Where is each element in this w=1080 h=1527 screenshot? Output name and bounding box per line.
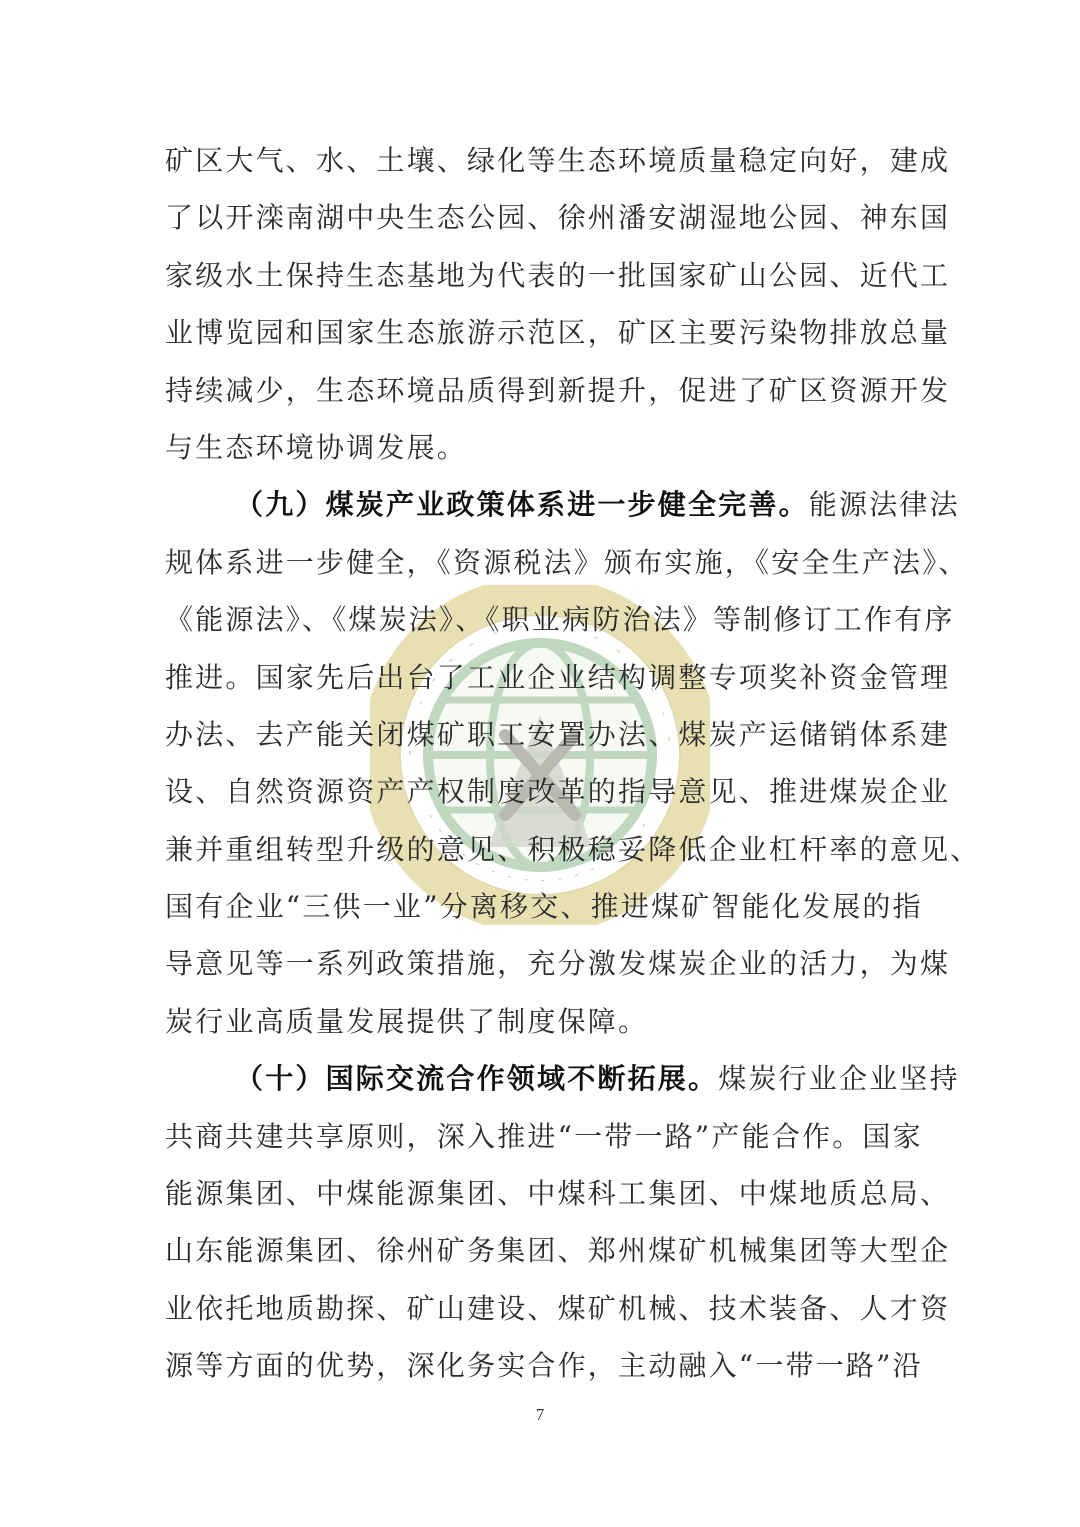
text-line-3: [165, 247, 951, 304]
line-text: 矿区大气、水、土壤、绿化等生态环境质量稳定向好，建成: [165, 144, 951, 177]
text-line-1: [165, 132, 951, 189]
line-text: 业依托地质勘探、矿山建设、煤矿机械、技术装备、人才资: [165, 1291, 951, 1325]
text-line-9: [165, 591, 955, 648]
text-line-6: [165, 419, 925, 476]
text-line-14: [165, 878, 925, 935]
text-line-22: [165, 1337, 925, 1394]
text-line-11: [165, 706, 951, 763]
line-text: 能源法律法: [808, 488, 960, 522]
line-text: 家级水土保持生态基地为代表的一批国家矿山公园、近代工: [165, 258, 951, 292]
line-text: 设、自然资源资产产权制度改革的指导意见、推进煤炭企业: [165, 775, 951, 809]
line-text: 导意见等一系列政策措施，充分激发煤炭企业的活力，为煤: [165, 947, 951, 981]
text-line-2: [165, 189, 951, 246]
line-text: 办法、去产能关闭煤矿职工安置办法、煤炭产运储销体系建: [165, 717, 951, 751]
text-line-19: [165, 1165, 951, 1222]
line-text: 了以开滦南湖中央生态公园、徐州潘安湖湿地公园、神东国: [165, 201, 951, 235]
line-text: 推进。国家先后出台了工业企业结构调整专项奖补资金管理: [165, 660, 951, 694]
line-text: 兼并重组转型升级的意见、积极稳妥降低企业杠杆率的意见、: [165, 832, 981, 866]
line-text: 能源集团、中煤能源集团、中煤科工集团、中煤地质总局、: [165, 1177, 951, 1211]
text-line-12: [165, 763, 951, 820]
line-text: 共商共建共享原则，深入推进“一带一路”产能合作。国家: [165, 1119, 923, 1153]
text-line-10: [165, 649, 951, 706]
line-text: 山东能源集团、徐州矿务集团、郑州煤矿机械集团等大型企: [165, 1234, 951, 1268]
line-text: 《能源法》、《煤炭法》、《职业病防治法》等制修订工作有序: [165, 603, 955, 637]
text-line-16: [165, 993, 925, 1050]
section-nine-heading-line: [165, 476, 960, 533]
line-text: 源等方面的优势，深化务实合作，主动融入“一带一路”沿: [165, 1349, 923, 1383]
text-line-15: [165, 935, 951, 992]
section-nine-heading: （九）煤炭产业政策体系进一步健全完善。: [235, 488, 809, 522]
line-text: 与生态环境协调发展。: [165, 430, 468, 464]
text-line-21: [165, 1280, 951, 1337]
page-number: 7: [535, 1405, 545, 1424]
line-text: 国有企业“三供一业”分离移交、推进煤矿智能化发展的指: [165, 890, 923, 924]
text-line-20: [165, 1222, 951, 1279]
line-text: 业博览园和国家生态旅游示范区，矿区主要污染物排放总量: [165, 316, 951, 350]
line-text: 持续减少，生态环境品质得到新提升，促进了矿区资源开发: [165, 373, 951, 407]
line-text: 煤炭行业企业坚持: [718, 1062, 960, 1096]
text-line-4: [165, 304, 951, 361]
line-text: 炭行业高质量发展提供了制度保障。: [165, 1004, 649, 1038]
text-line-13: [165, 821, 981, 878]
line-text: 规体系进一步健全，《资源税法》颁布实施，《安全生产法》、: [165, 545, 969, 579]
text-line-8: [165, 534, 969, 591]
text-line-5: [165, 362, 951, 419]
section-ten-heading: （十）国际交流合作领域不断拓展。: [235, 1062, 719, 1096]
body-text: [165, 132, 981, 1395]
section-ten-heading-line: [165, 1050, 960, 1107]
text-line-18: [165, 1108, 925, 1165]
